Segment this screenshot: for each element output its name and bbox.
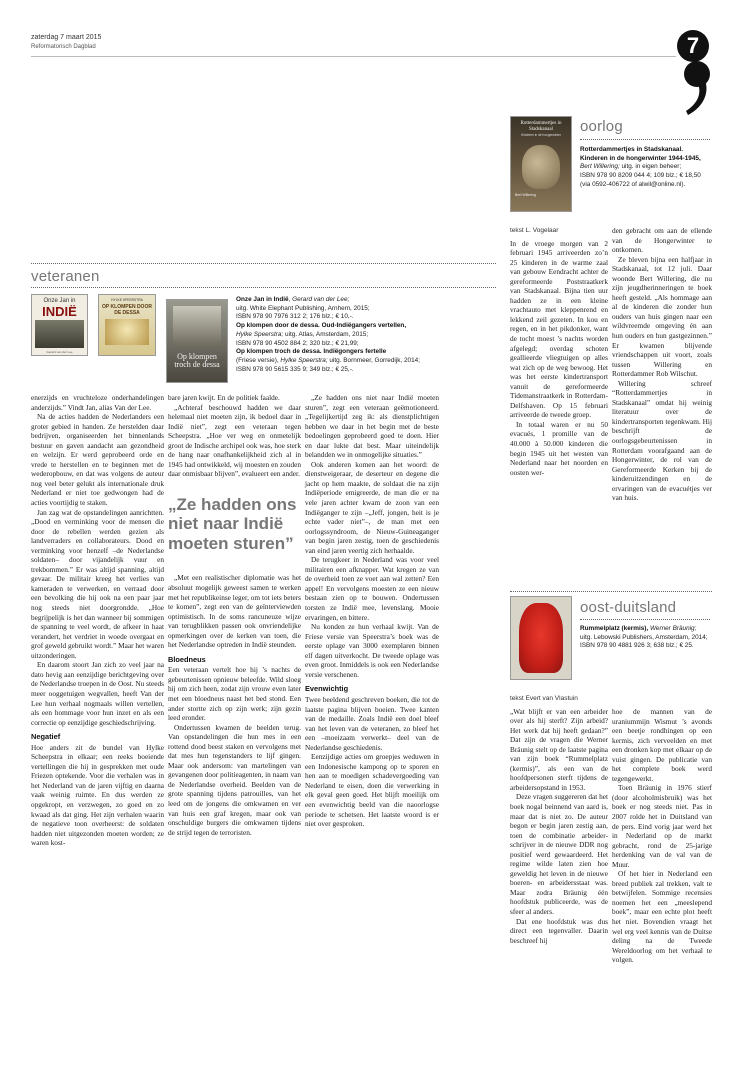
subheading-evenwichtig: Evenwichtig — [305, 684, 349, 694]
cover-photo — [105, 319, 149, 345]
paragraph: Na de acties hadden de Nederlanders een groter gebied in handen. Ze herstelden daar bedrijven, organiseerden het binnenlands bestuur en gaven aandacht aan gezondheid en welzijn. Er werd geprobeerd orde en vrede te herstellen en te beginnen met de wederopbouw, en dat was volgens de auteur nog veel beter gelukt als internationale druk Nederland er niet toe gedwongen had de acties voortijdig te staken. — [31, 412, 164, 508]
cover-photo — [173, 306, 221, 348]
paragraph: Hoe anders zit de bundel van Hylke Scheepstra in elkaar; een reeks boeiende vertellingen die hij in gesprekken met oude Friezen optekende. Voor die verhalen was in het Nederland van de jaren vijftig en daarna vaak weinig ruimte. En dus werden ze opgekropt, en verzwegen, zo goed en zo kwaad als dat ging. Het zijn verhalen waarin de negatieve toon overheerst: de soldaten hadden niet uitgezonden moeten worden; ze waren kost- — [31, 742, 164, 848]
paragraph: hoe de mannen van de uraniummijn Wismut ’s avonds een beetje rondhingen op een kermis, zich verveelden en met een dronken kop met elkaar op de vuist gingen. De publicatie van het complete boek werd tegengewerkt. — [612, 707, 712, 783]
book3-publisher: uitg. Bornmeer, Gorredijk, 2014; — [327, 356, 420, 364]
book-info-oorlog — [580, 146, 712, 190]
cover-photo — [522, 145, 560, 189]
book-contact: (via 0592-406722 of alwil@online.nl). — [580, 180, 686, 188]
paragraph: Jan zag wat de opstandelingen aanrichtten. „Dood en verminking voor de mensen die door de rebellen werden gezien als landverraders en collaborateurs. Dood en verminking voor henzelf –de Nederlandse soldaten– door vijandelijk vuur en trekbommen.” Er was altijd spanning, altijd gevaar. De militair kreeg het verlies van kameraden te verwerken, en verraad door een bevolking die hij ook na een paar jaar nog steeds niet doorgrondde. „Hoe begrijpelijk is het dan wanneer bij sommigen de spanning te veel wordt, de afkeer in haat verandert, het verdriet in woede overgaat en grof geweld gebruikt wordt.” Maar het waren uitzonderingen. — [31, 507, 164, 660]
book2-isbn: ISBN 978 90 4502 884 2; 320 blz.; € 21,99; — [236, 339, 359, 347]
header-paper-name: Reformatorisch Dagblad — [31, 44, 96, 50]
book1-isbn: ISBN 978 90 7976 312 2; 176 blz.; € 10,-. — [236, 313, 354, 321]
section-divider-oost-top — [510, 591, 712, 592]
section-divider-oorlog — [580, 139, 710, 140]
header-rule — [31, 56, 676, 57]
section-divider-veteranen-top — [31, 263, 496, 264]
paragraph: Nu konden ze hun verhaal kwijt. Van de Friese versie van Speerstra’s boek was de eerste oplage van 3000 exemplaren binnen elf dagen uitverkocht. De tweede oplage was even groot. Inmiddels is ook een Nederlandse versie verschenen. — [305, 622, 439, 679]
cover-author: Bert Willering — [515, 193, 536, 197]
subheading-negatief: Negatief — [31, 732, 61, 742]
book-author: Bert Willering; — [580, 163, 620, 171]
book-publisher: uitg. in eigen beheer; — [619, 163, 682, 171]
cover-title: OP KLOMPEN DOOR DE DESSA — [102, 304, 152, 316]
paragraph: Dat ene hoofdstuk was dus direct een tegenvaller. Daarin beschreef hij — [510, 916, 608, 945]
paragraph: De terugkeer in Nederland was voor veel militairen een afknapper. Wat kregen ze van de overheid toen ze voet aan wal zetten? Een appel! En vervolgens moesten ze een nieuw bestaan zien op te bouwen. Ondertussen torsten ze Indië mee, levenslang. Mooie ervaringen, en bittere. — [305, 555, 439, 622]
cover-op-klompen-troch-de-dessa — [166, 299, 228, 383]
cover-photo — [35, 320, 84, 348]
section-title-oost-duitsland: oost-duitsland — [580, 599, 677, 616]
paragraph: Twee beeldend geschreven boeken, die tot de laatste pagina blijven boeien. Twee kanten van de medaille. Zoals Indië een doel bleef van het leven van de veteranen, zo bleef het een –moeizaam verwerkt– deel van de Nederlandse geschiedenis. — [305, 694, 439, 752]
section-divider-oost — [580, 619, 710, 620]
article-oorlog-column-1 — [510, 226, 608, 477]
cover-title: Op klompen troch de dessa — [174, 352, 220, 369]
cover-title-top: Onze Jan in — [43, 298, 76, 304]
paragraph: Toen Bräunig in 1976 stierf (door alcoholmisbruik) was het boek er nog steeds niet. Pas in 2007 rolde het in Duitsland van de pers. Eind vorig jaar werd het in Nederland op de markt gebracht, rond de 25-jarige herdenking van de val van de Muur. — [612, 783, 712, 869]
article-veteranen-column-3 — [305, 393, 439, 829]
article-oost-column-2 — [612, 707, 712, 965]
cover-title: Rotterdammertjes in Stadskanaal — [520, 121, 562, 132]
book-info-veteranen: Onze Jan in Indië, Gerard van der Lee; uitg. White Elephant Publishing, Arnhem, 2015; ISBN 978 90 7976 312 2; 176 blz.; € 10,-. Op klompen door de dessa. Oud-Indiëgangers vertellen, Hylke Speerstra; uitg. Atlas, Amsterdam, 2015; ISBN 978 90 4502 884 2; 320 blz.; € 21,99; Op klompen troch de dessa. Indiëgongers fertelle (Friese versie), Hylke Speerstra; uitg. Bornmeer, Gorredijk, 2014; ISBN 978 90 5615 335 9; 349 blz.; € 25,-. — [236, 296, 420, 373]
paragraph: Deze vragen suggereren dat het boek nogal beinnend van aard is, maar dat is niet zo. De auteur begon er begin jaren zestig aan, toen de combinatie arbeider-schrijver in de nieuwe DDR nog positief werd gewaardeerd. Het regime wilde laten zien hoe geweldig het leven in de nieuwe boeren- en arbeidersstaat was. Maar zodra Bräunig één hoofdstuk publiceerde, was de sfeer al anders. — [510, 792, 608, 917]
paragraph: In totaal waren er nu 50 evacués, 1 promille van de 40.000 à 50.000 kinderen die begin 1945 uit het westen van Nederland naar het noorden en oosten wer- — [510, 419, 608, 477]
cover-rotterdammertjes — [510, 116, 572, 212]
cover-op-klompen-door-de-dessa — [98, 294, 156, 356]
cover-subtitle: Kinderen in de hongerwinter — [521, 133, 561, 137]
article-veteranen-column-1 — [31, 393, 164, 848]
paragraph: „Achteraf beschouwd hadden we daar helemaal niet moeten zijn, ik bedoel daar in Indië niet”, zegt een veteraan tegen Scheepstra. „Hoe ver weg en onmetelijk groot de Indische archipel ook was, hoe sterk de hang naar onafhankelijkheid zich al in 1945 had ontwikkeld, wij moesten en zouden daar onmisbaar blijven”, evalueert een ander. — [168, 402, 301, 479]
section-title-veteranen: veteranen — [31, 268, 100, 285]
paragraph: Of het hier in Nederland een breed publiek zal trekken, valt te betwijfelen. Sommige recensies noemen het een „meeslepend boek”, maar een echte plot heeft het niet. Bovendien vraagt het wel erg veel kennis van de Duitse deling na de Tweede Wereldoorlog om het verhaal te volgen. — [612, 869, 712, 965]
comma-logo-icon — [676, 58, 716, 116]
subheading-bloedneus: Bloedneus — [168, 654, 206, 664]
section-divider-veteranen — [31, 287, 496, 288]
book2-title: Op klompen door de dessa. Oud-Indiëgangers vertellen, — [236, 322, 407, 330]
paragraph: In de vroege morgen van 2 februari 1945 arriveerden zo’n 25 kinderen in de warme zaal van gebouw Eendracht achter de gereformeerde Poststraatkerk van Stadskanaal. Bijna tien uur hadden ze in een kleine vrachtauto met kleppenrend en lekkend zeil gezeten. In kou en regen, en in het pikdonker, want de tocht moest ’s nachts worden afgelegd; overdag schoten geallieerde vliegtuigen op alles wat zich op de weg bewoog. Het was het eerste kindertransport vanuit de gereformeerde Tidemanstraatkerk in Rotterdam-Delfshaven. Op 15 februari arriveerde de tweede groep. — [510, 238, 608, 420]
byline: tekst Evert van Vlastuin — [510, 695, 578, 702]
page-number: 7 — [677, 30, 709, 62]
book-isbn: ISBN 978 90 4881 926 3; 638 blz.; € 25. — [580, 642, 694, 650]
book3-isbn: ISBN 978 90 5615 335 9; 349 blz.; € 25,-. — [236, 365, 354, 373]
paragraph: „Wat blijft er van een arbeider over als hij sterft? Zijn arbeid? Het werk dat hij heeft gedaan?” Dat zijn de vragen die Werner Bräunig stelt op de laatste pagina van zijn boek “Rummelplatz (kermis)”, als een van de hoofdpersonen sterft tijdens de arbeidersopstand in 1953. — [510, 706, 608, 792]
book3-title: Op klompen troch de dessa. Indiëgongers fertelle — [236, 348, 387, 356]
book-info-oost-duitsland — [580, 625, 712, 651]
cover-author: HYLKE SPEERSTRA — [111, 298, 143, 302]
book2-author: Hylke Speerstra; — [236, 330, 284, 338]
cover-rummelplatz — [510, 596, 572, 680]
book3-author: Hylke Speerstra; — [280, 356, 328, 364]
section-title-oorlog: oorlog — [580, 118, 623, 135]
paragraph: Een veteraan vertelt hoe hij ’s nachts de gebeurtenissen opnieuw beleefde. Wild sloeg hij om zich heen, zodat zijn vrouw even later met een bloedneus naast het bed stond. Een ander stortte zich op zijn werk; zijn gezin leed eronder. — [168, 665, 301, 723]
article-oost-column-1 — [510, 694, 608, 945]
paragraph: Willering schreef “Rotterdammertjes in Stadskanaal” omdat hij weinig literatuur over de kindertransporten tegenkwam. Hij beschrijft de oorlogsgebeurtenissen in Rotterdam voorafgaand aan de Hongerwinter, de rol van de Gereformeerde Kerken bij de kinderuitzendingen en de ervaringen van de evacuétjes ver van huis. — [612, 378, 712, 503]
paragraph: Ook anderen komen aan het woord: de dienstweigeraar, de deserteur en degene die jacht op hem maakte, de soldaat die na zijn Indiëperiode emigreerde, de man die er na vele jaren achter kwam de zoon van een Indiëganger te zijn –„Jeff, jongen, heit is je echte vader niet”–, de man met een oorlogssyndroom, de Nieuw-Guineaganger van begin jaren zestig, toen de geschiedenis van eind jaren veertig zich herhaalde. — [305, 459, 439, 555]
cover-onze-jan-in-indie — [31, 294, 88, 356]
paragraph: bare jaren kwijt. En de politiek faalde. — [168, 393, 280, 402]
paragraph: Ondertussen kwamen de beelden terug. Van opstandelingen die hun mes in een rottend dood beest staken en vervolgens met dat mes hun tegenstanders te lijf gingen. Maar ook andersom: van martelingen van gevangenen door politieagenten, in naam van de Nederlandse overheid. Beelden van de grote spanning tijdens patrouilles, van het leed om de jongens die omkwamen en ver van huis een graf kregen, maar ook van onschuldige burgers die omkwamen tijdens de strijd tegen de terroristen. — [168, 722, 301, 837]
header-date: zaterdag 7 maart 2015 — [31, 34, 102, 41]
paragraph: enerzijds en vruchteloze onderhandelingen anderzijds.” Vindt Jan, alias Van der Lee. — [31, 393, 164, 412]
book-author: Werner Bräunig; — [649, 625, 697, 632]
book1-publisher: uitg. White Elephant Publishing, Arnhem, 2015; — [236, 304, 370, 312]
cover-art — [519, 603, 563, 673]
book1-title: Onze Jan in Indië — [236, 296, 289, 303]
paragraph: „Ze hadden ons niet naar Indië moeten sturen”, zegt een veteraan geëmotioneerd. „Tegelijkertijd zeg ik: als dienstplichtigen hebben we daar in het begin met de beste bedoelingen geprobeerd goed te doen. Hier en daar lukte dat best. Maar uiteindelijk belandden we in onmogelijke situaties.” — [305, 393, 439, 460]
article-veteranen-column-2 — [168, 393, 301, 837]
book2-publisher: uitg. Atlas, Amsterdam, 2015; — [283, 330, 369, 338]
book3-version: (Friese versie), — [236, 356, 281, 364]
paragraph: den gebracht om aan de ellende van de Hongerwinter te ontkomen. — [612, 226, 712, 255]
book-isbn: ISBN 978 90 8209 044 4; 109 blz.; € 18,50 — [580, 172, 701, 180]
cover-title-big: INDIË — [42, 304, 77, 319]
cover-author: Gerard van der Lee — [46, 350, 73, 354]
byline: tekst L. Vogelaar — [510, 227, 559, 234]
paragraph: Ze bleven bijna een halfjaar in Stadskanaal, tot 12 juli. Daar woonde Bert Willering, die nu zijn jeugdherinneringen te boek heeft gesteld. „Als hommage aan al de kinderen die zonder hun ouders van huis gingen naar een wildvreemde omgeving én aan hun ouders en hun gastgezinnen.” Er kwamen blijvende vriendschappen uit voort, zoals tussen Willering en Rotterdammer Rob Wilschut. — [612, 254, 712, 379]
book-title: Rummelplatz (kermis), — [580, 625, 649, 632]
pull-quote: „Ze hadden ons niet naar Indië moeten sturen” — [168, 494, 297, 553]
book-title: Rotterdammertjes in Stadskanaal. Kinderen in de hongerwinter 1944-1945, — [580, 146, 701, 162]
paragraph: Eenzijdige acties om groepjes weduwen in een Indonesische kampong op te sporen en hen aan te moedigen schadevergoeding van Nederland te eisen, doen die verwerking in elk geval geen goed. Het blijft moeilijk om een evenwichtig beeld van die naoorlogse periode te schetsen. Het laatste woord is er niet over gesproken. — [305, 752, 439, 829]
book1-author: Gerard van der Lee; — [292, 296, 350, 303]
article-oorlog-column-2 — [612, 226, 712, 503]
paragraph: En daarom stoort Jan zich zo veel jaar na dato hevig aan eenzijdige berichtgeving over de Nederlandse troepen in de Oost. Nu steeds meer ooggetuigen wegvallen, heeft Van der Lee hun verhaal nogmaals willen vertellen, als een hommage voor hun inzet en als een correctie op eenzijdige geschiedschrijving. — [31, 660, 164, 727]
book-publisher: uitg. Lebowski Publishers, Amsterdam, 2014; — [580, 633, 708, 641]
paragraph: „Met een realistischer diplomatie was het absoluut mogelijk geweest samen te werken met het republikeinse leger, om tot iets beters te komen”, zegt een van de geïnterviewden optimistisch. In de soms rancuneuze wijze van terugblikken passen ook onvriendelijke opmerkingen over de kerken van toen, die het Nederlandse optreden in Indië steunden. — [168, 573, 301, 650]
